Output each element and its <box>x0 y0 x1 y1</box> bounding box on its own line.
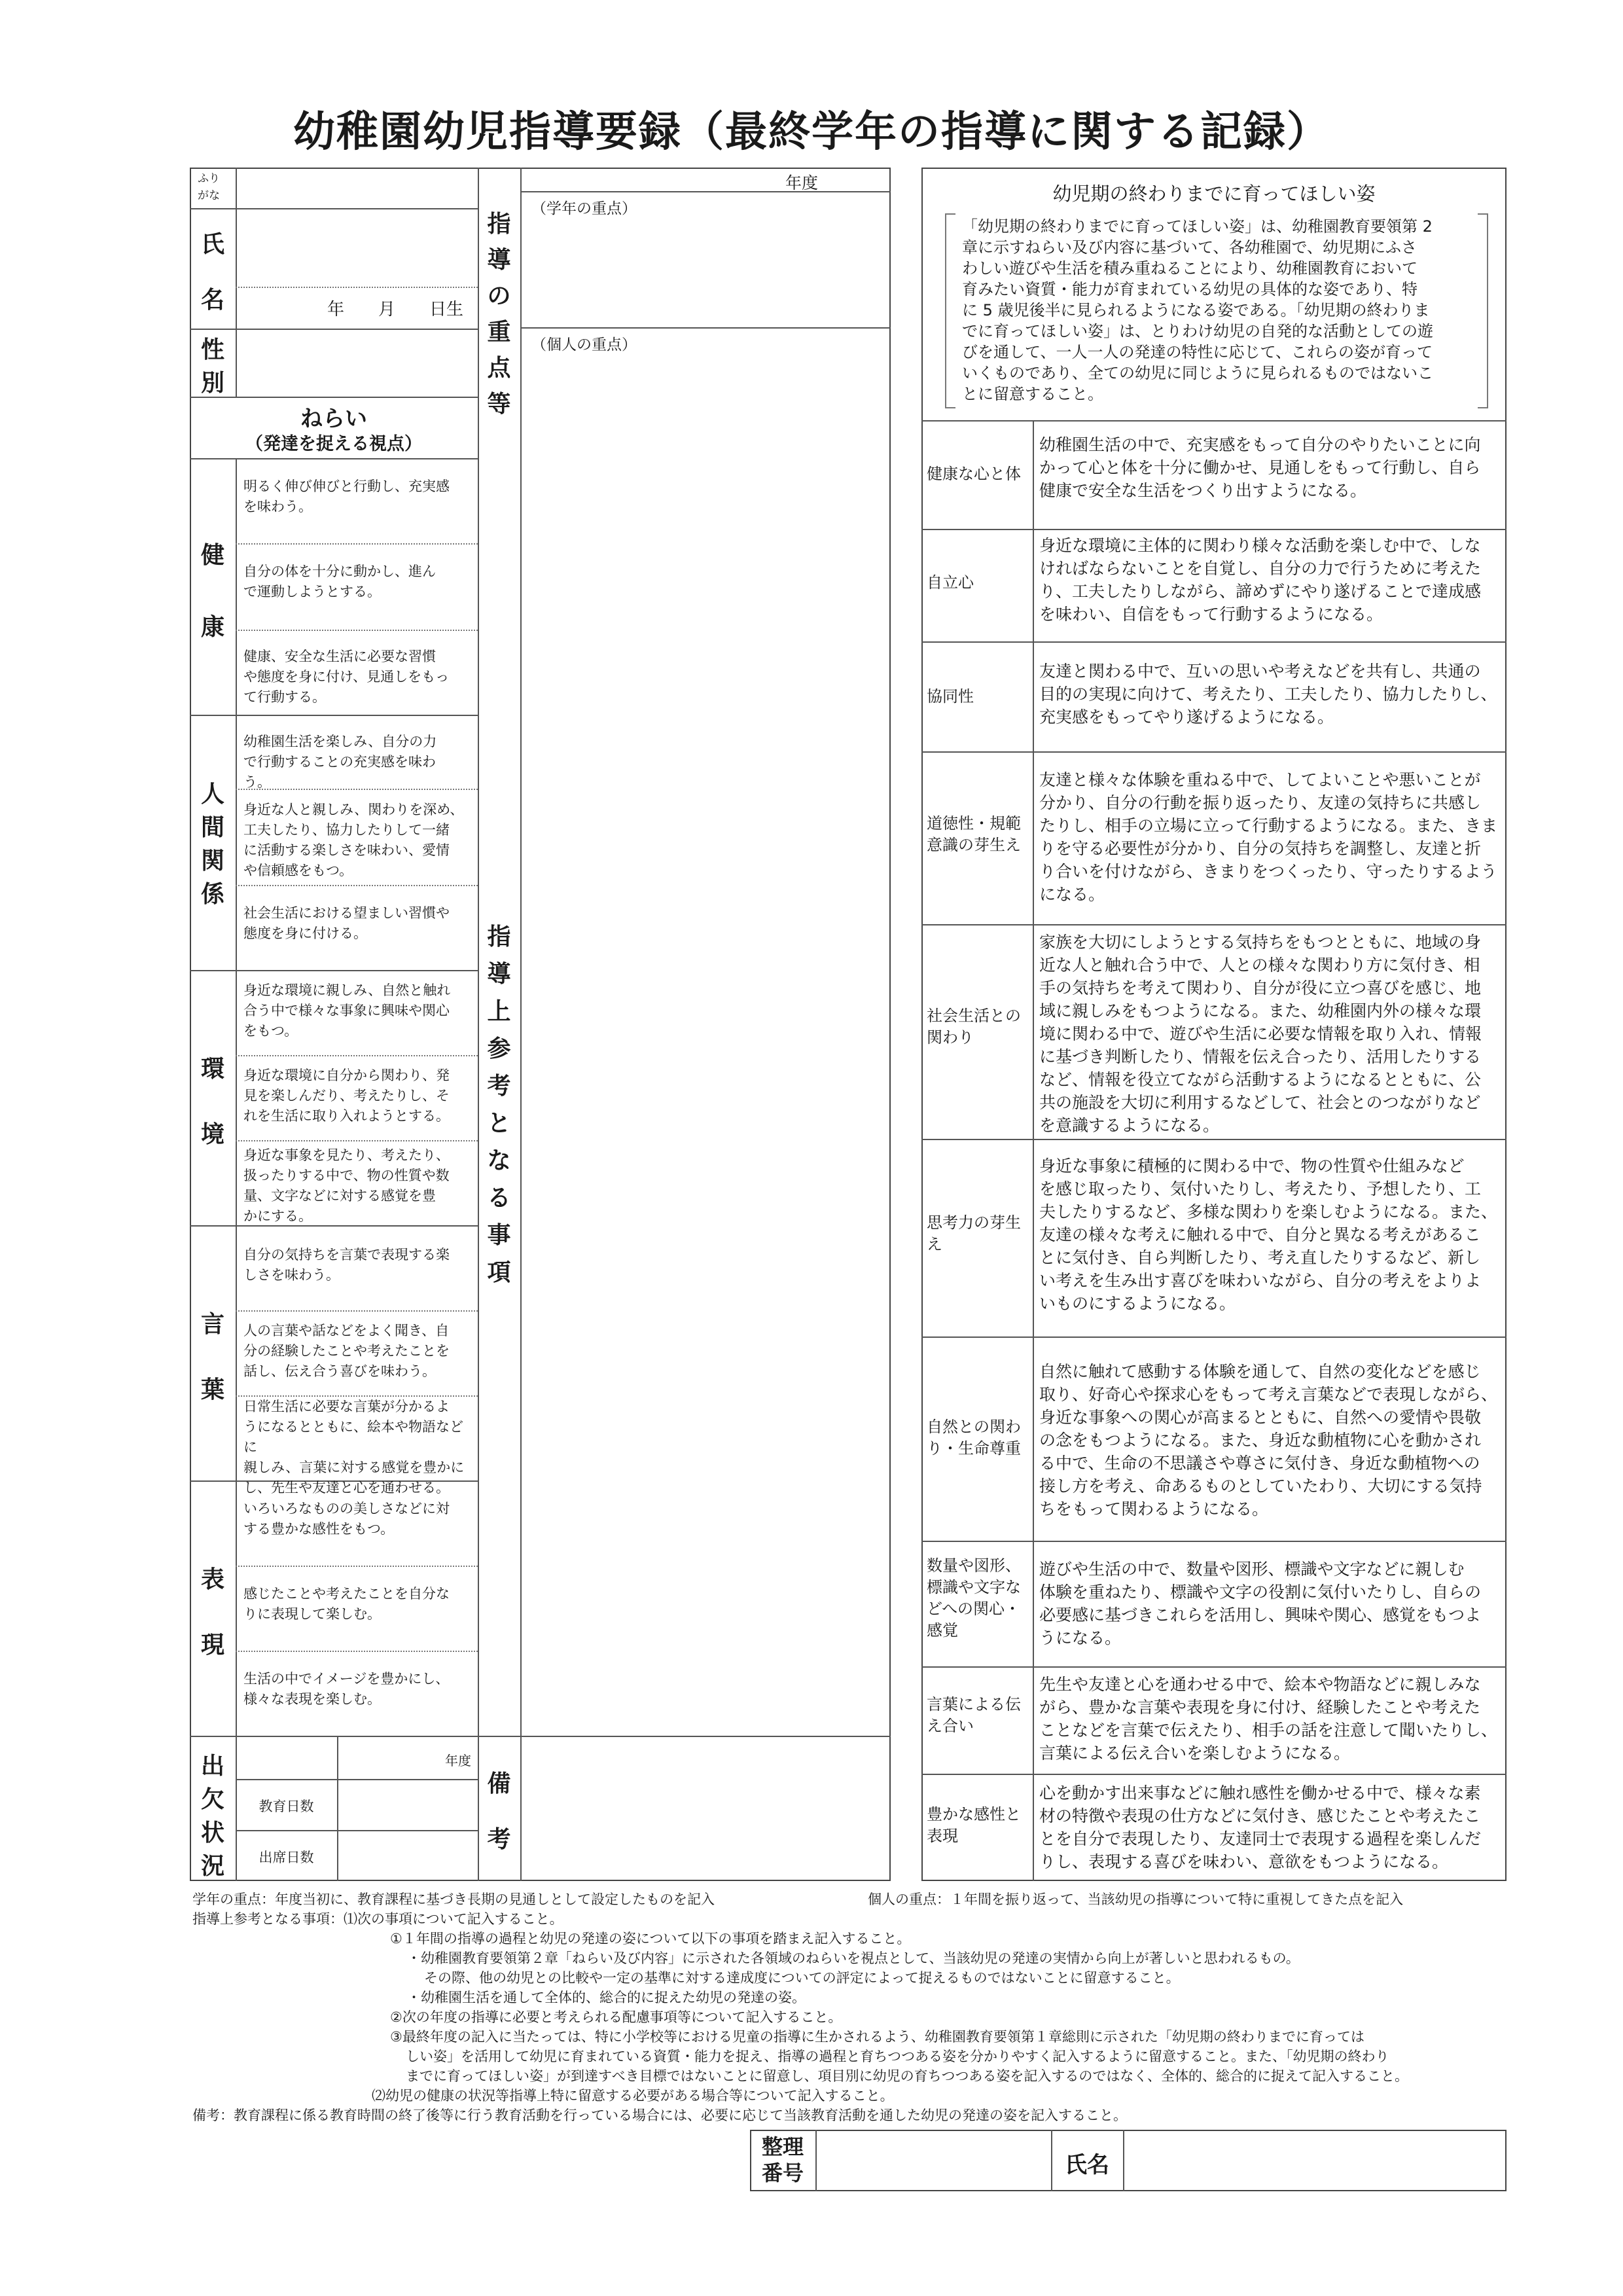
language-item-1: 自分の気持ちを言葉で表現する楽 しさを味わう。 <box>243 1247 450 1283</box>
relations-item-2: 身近な人と親しみ、関わりを深め、 工夫したり、協力したりして一緒 に活動する楽しさを味わい、愛情 や信頼感をもつ。 <box>243 802 464 878</box>
expression-item-3: 生活の中でイメージを豊かにし、 様々な表現を楽しむ。 <box>243 1671 450 1707</box>
note-line-2: ・幼稚園教育要領第２章「ねらい及び内容」に示された各領域のねらいを視点として、当該幼児の発達の実情から向上が著しいと思われるもの。 <box>407 1950 1300 1966</box>
right-header: 幼児期の終わりまでに育ってほしい姿 <box>1052 183 1376 205</box>
quality-5-name: 社会生活との 関わり <box>927 1007 1021 1047</box>
domain-language-label: 言 葉 <box>200 1310 224 1403</box>
name-label: 氏 名 <box>200 231 224 314</box>
quality-9-desc: 先生や友達と心を通わせる中で、絵本や物語などに親しみな がら、豊かな言葉や表現を身に付け、経験したことや考えた ことなどを言葉で伝えたり、相手の話を注意して聞いたりし、 言葉による伝え合いを楽しむようになる。 <box>1039 1675 1498 1763</box>
note-ref-head: 指導上参考となる事項：⑴次の事項について記入すること。 <box>192 1911 563 1927</box>
sex-label: 性 別 <box>200 336 224 397</box>
seiri-label: 整理 番号 <box>761 2134 804 2185</box>
quality-4-name: 道徳性・規範 意識の芽生え <box>927 814 1021 854</box>
focus-year-label: （学年の重点） <box>531 200 637 217</box>
note-line-9: ⑵幼児の健康の状況等指導上特に留意する必要がある場合等について記入すること。 <box>372 2088 894 2104</box>
quality-3-name: 協同性 <box>927 687 974 706</box>
note-line-6: ③最終年度の記入に当たっては、特に小学校等における児童の指導に生かされるよう、幼稚園教育要領第１章総則に示された「幼児期の終わりまでに育っては <box>390 2029 1364 2045</box>
health-item-2: 自分の体を十分に動かし、進ん で運動しようとする。 <box>243 564 436 600</box>
intro-bracket-right <box>1478 213 1488 408</box>
remarks-label: 備 考 <box>487 1770 511 1853</box>
environment-item-1: 身近な環境に親しみ、自然と触れ 合う中で様々な事象に興味や関心 をもつ。 <box>243 982 451 1039</box>
expression-item-2: 感じたことや考えたことを自分な りに表現して楽しむ。 <box>243 1586 450 1622</box>
note-remarks: 備考：教育課程に係る教育時間の終了後等に行う教育活動を行っている場合には、必要に応じて当該教育活動を通した幼児の発達の姿を記入すること。 <box>192 2108 1127 2123</box>
quality-10-name: 豊かな感性と 表現 <box>927 1805 1021 1845</box>
quality-6-desc: 身近な事象に積極的に関わる中で、物の性質や仕組みなど を感じ取ったり、気付いたりし、考えたり、予想したり、工 夫したりするなど、多様な関わりを楽しむようになる。また、 友達の様々な考えに触れる中で、自分と異なる考えがあるこ とに気付き、自ら判断したり、考え直したりするなど、新し い考えを生み出す喜びを味わいながら、自分の考えをよりよ いものにするようになる。 <box>1039 1157 1498 1313</box>
intro-text: 「幼児期の終わりまでに育ってほしい姿」は、幼稚園教育要領第 2 章に示すねらい及び内容に基づいて、各幼稚園で、幼児期にふさ わしい遊びや生活を積み重ねることにより、幼稚園教育において 育みたい資質・能力が育まれている幼児の具体的な姿であり、特 に 5 歳児後半に見られるようになる姿である。「幼児期の終わりま でに育ってほしい姿」は、とりわけ幼児の自発的な活動としての遊 びを通して、一人一人の発達の特性に応じて、これらの姿が育って いくものであり、全ての幼児に同じように見られるものではないこ とに留意すること。 <box>962 217 1433 403</box>
health-item-3: 健康、安全な生活に必要な習慣 や態度を身に付け、見通しをもっ て行動する。 <box>243 649 450 705</box>
quality-3-desc: 友達と関わる中で、互いの思いや考えなどを共有し、共通の 目的の実現に向けて、考えたり、工夫したり、協力したりし、 充実感をもってやり遂げるようになる。 <box>1039 662 1497 726</box>
note-line-7: しい姿」を活用して幼児に育まれている資質・能力を捉え、指導の過程と育ちつつある姿を分かりやすく記入するように留意すること。また、「幼児期の終わり <box>406 2049 1389 2064</box>
language-item-3: 日常生活に必要な言葉が分かるよ うになるとともに、絵本や物語などに 親しみ、言葉に対する感覚を豊かに し、先生や友達と心を通わせる。 <box>243 1399 465 1496</box>
note-personal-focus: 個人の重点：１年間を振り返って、当該幼児の指導について特に重視してきた点を記入 <box>868 1892 1404 1907</box>
note-line-8: までに育ってほしい姿」が到達すべき目標ではないことに留意し、項目別に幼児の育ちつつある姿を記入するのではなく、全体的、総合的に捉えて記入すること。 <box>406 2068 1408 2084</box>
year-label: 年度 <box>785 173 819 192</box>
quality-10-desc: 心を動かす出来事などに触れ感性を働かせる中で、様々な素 材の特徴や表現の仕方などに気付き、感じたことや考えたこ とを自分で表現したり、友達同士で表現する過程を楽しんだ りし、表現する喜びを味わい、意欲をもつようになる。 <box>1039 1784 1482 1871</box>
nerai-subtitle: （発達を捉える視点） <box>245 434 422 454</box>
footer-name-label: 氏名 <box>1065 2152 1109 2178</box>
environment-item-2: 身近な環境に自分から関わり、発 見を楽しんだり、考えたりし、そ れを生活に取り入れようとする。 <box>243 1067 450 1124</box>
domain-relations-label: 人 間 関 係 <box>200 781 224 908</box>
note-line-5: ②次の年度の指導に必要と考えられる配慮事項等について記入すること。 <box>390 2009 842 2025</box>
quality-4-desc: 友達と様々な体験を重ねる中で、してよいことや悪いことが 分かり、自分の行動を振り返ったり、友達の気持ちに共感し たりし、相手の立場に立って行動するようになる。また、きま りを守る必要性が分かり、自分の気持ちを調整し、友達と折 り合いを付けながら、きまりをつくったり、守ったりするよう になる。 <box>1039 770 1498 904</box>
environment-item-3: 身近な事象を見たり、考えたり、 扱ったりする中で、物の性質や数 量、文字などに対する感覚を豊 かにする。 <box>243 1147 450 1224</box>
intro-bracket-left <box>945 213 955 408</box>
footer-box <box>750 2130 1507 2191</box>
focus-personal-label: （個人の重点） <box>531 336 637 353</box>
quality-6-name: 思考力の芽生 え <box>927 1213 1021 1253</box>
attendance-label: 出 欠 状 況 <box>200 1753 224 1880</box>
quality-1-desc: 幼稚園生活の中で、充実感をもって自分のやりたいことに向 かって心と体を十分に働かせ、見通しをもって行動し、自ら 健康で安全な生活をつくり出すようになる。 <box>1039 435 1481 500</box>
quality-8-desc: 遊びや生活の中で、数量や図形、標識や文字などに親しむ 体験を重ねたり、標識や文字の役割に気付いたりし、自らの 必要感に基づきこれらを活用し、興味や関心、感覚をもつよ うになる。 <box>1039 1560 1482 1647</box>
reference-label: 指 導 上 参 考 と な る 事 項 <box>487 924 511 1286</box>
domain-health-label: 健 康 <box>200 541 224 641</box>
quality-2-desc: 身近な環境に主体的に関わり様々な活動を楽しむ中で、しな ければならないことを自覚し、自分の力で行うために考えた り、工夫したりしながら、諦めずにやり遂げることで達成感 を味わい、自信をもって行動するようになる。 <box>1039 536 1482 624</box>
domain-environment-label: 環 境 <box>200 1055 224 1148</box>
birthday-field: 年 月 日生 <box>327 300 464 319</box>
furigana-label: ふり がな <box>198 172 220 202</box>
quality-7-name: 自然との関わ り・生命尊重 <box>927 1418 1021 1458</box>
nerai-title: ねらい <box>300 406 367 432</box>
quality-7-desc: 自然に触れて感動する体験を通して、自然の変化などを感じ 取り、好奇心や探求心をもって考え言葉などで表現しながら、 身近な事象への関心が高まるとともに、自然への愛情や畏敬 の念をもつようになる。また、身近な動植物に心を動かされ る中で、生命の不思議さや尊さに気付き、身近な動植物への 接し方を考え、命あるものとしていたわり、大切にする気持 ちをもって関わるようになる。 <box>1039 1362 1498 1518</box>
language-item-2: 人の言葉や話などをよく聞き、自 分の経験したことや考えたことを 話し、伝え合う喜びを味わう。 <box>243 1323 450 1379</box>
quality-5-desc: 家族を大切にしようとする気持ちをもつとともに、地域の身 近な人と触れ合う中で、人との様々な関わり方に気付き、相 手の気持ちを考えて関わり、自分が役に立つ喜びを感じ、地 域に親しみをもつようになる。また、幼稚園内外の様々な環 境に関わる中で、遊びや生活に必要な情報を取り入れ、情報 に基づき判断したり、情報を伝え合ったり、活用したりする など、情報を役立てながら活動するようになるとともに、公 共の施設を大切に利用するなどして、社会とのつながりなど を意識するようになる。 <box>1039 933 1482 1135</box>
quality-8-name: 数量や図形、 標識や文字な どへの関心・ 感覚 <box>927 1556 1021 1640</box>
relations-item-1: 幼稚園生活を楽しみ、自分の力 で行動することの充実感を味わ う。 <box>243 734 437 790</box>
note-year-focus: 学年の重点：年度当初に、教育課程に基づき長期の見通しとして設定したものを記入 <box>192 1892 715 1907</box>
quality-2-name: 自立心 <box>927 573 974 592</box>
health-item-1: 明るく伸び伸びと行動し、充実感 を味わう。 <box>243 478 450 514</box>
note-line-3: その際、他の幼児との比較や一定の基準に対する達成度についての評定によって捉えるものではないことに留意すること。 <box>424 1970 1180 1986</box>
focus-label: 指 導 の 重 点 等 <box>487 211 511 418</box>
relations-item-3: 社会生活における望ましい習慣や 態度を身に付ける。 <box>243 905 450 941</box>
quality-9-name: 言葉による伝 え合い <box>927 1695 1021 1735</box>
note-line-1: ①１年間の指導の過程と幼児の発達の姿について以下の事項を踏まえ記入すること。 <box>390 1931 911 1946</box>
attendance-year: 年度 <box>445 1753 471 1768</box>
attendance-school-days: 教育日数 <box>259 1799 314 1814</box>
page-title: 幼稚園幼児指導要録（最終学年の指導に関する記録） <box>293 108 1330 156</box>
domain-expression-label: 表 現 <box>200 1566 224 1659</box>
note-line-4: ・幼稚園生活を通して全体的、総合的に捉えた幼児の発達の姿。 <box>407 1990 806 2005</box>
attendance-present-days: 出席日数 <box>259 1850 314 1865</box>
quality-1-name: 健康な心と体 <box>927 465 1021 483</box>
expression-item-1: いろいろなものの美しさなどに対 する豊かな感性をもつ。 <box>243 1501 450 1537</box>
